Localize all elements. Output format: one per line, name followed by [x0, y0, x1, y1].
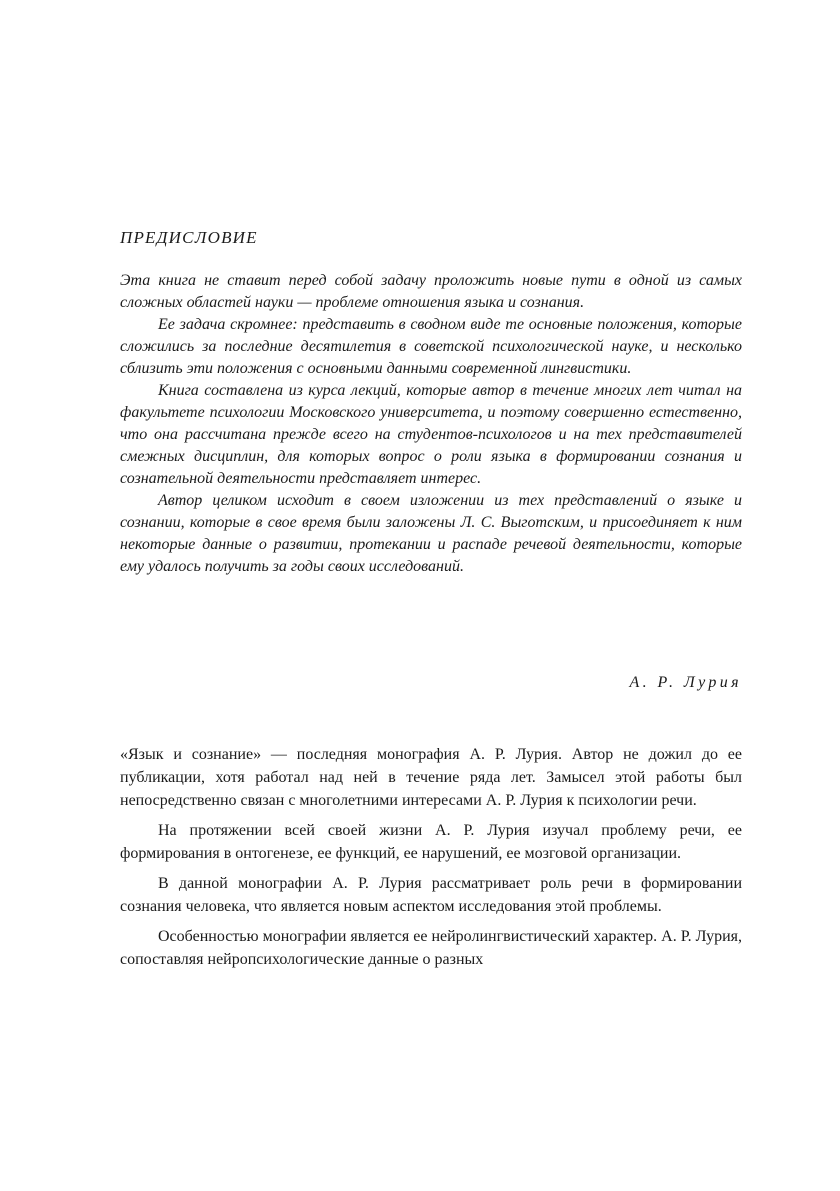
page-bottom-margin	[0, 1051, 840, 1191]
preface-paragraph: Автор целиком исходит в своем изложении из тех представлений о языке и сознании, которые в свое время были заложены Л. С. Выготским, и присоединяет к ним некоторые данные о развитии, протекании и распаде речевой деятельности, которые ему удалось получить за годы своих исследований.	[120, 492, 742, 575]
preface-body	[120, 270, 742, 578]
editorial-paragraph: Особенностью монографии является ее нейролингвистический характер. А. Р. Лурия, сопоставляя нейропсихологические данные о разных	[120, 928, 742, 968]
editorial-paragraph: В данной монографии А. Р. Лурия рассматривает роль речи в формировании сознания человека, что является новым аспектом исследования этой проблемы.	[120, 875, 742, 915]
preface-paragraph: Эта книга не ставит перед собой задачу проложить новые пути в одной из самых сложных областей науки — проблеме отношения языка и сознания.	[120, 272, 742, 311]
preface-heading: ПРЕДИСЛОВИЕ	[120, 228, 258, 247]
editorial-paragraph: «Язык и сознание» — последняя монография А. Р. Лурия. Автор не дожил до ее публикации, хотя работал над ней в течение ряда лет. Замысел этой работы был непосредственно связан с многолетними интересами А. Р. Лурия к психологии речи.	[120, 746, 742, 809]
editorial-note	[120, 743, 742, 971]
editorial-paragraph: На протяжении всей своей жизни А. Р. Лурия изучал проблему речи, ее формирования в онтогенезе, ее функций, ее нарушений, ее мозговой организации.	[120, 822, 742, 862]
preface-paragraph: Книга составлена из курса лекций, которые автор в течение многих лет читал на факультете психологии Московского университета, и поэтому совершенно естественно, что она рассчитана прежде всего на студентов-психологов и на тех представителей смежных дисциплин, для которых вопрос о роли языка в формировании сознания и сознательной деятельности представляет интерес.	[120, 382, 742, 487]
preface-paragraph: Ее задача скромнее: представить в сводном виде те основные положения, которые сложились за последние десятилетия в советской психологической науке, и несколько сблизить эти положения с основными данными современной лингвистики.	[120, 316, 742, 377]
author-signature: А. Р. Лурия	[629, 674, 742, 691]
